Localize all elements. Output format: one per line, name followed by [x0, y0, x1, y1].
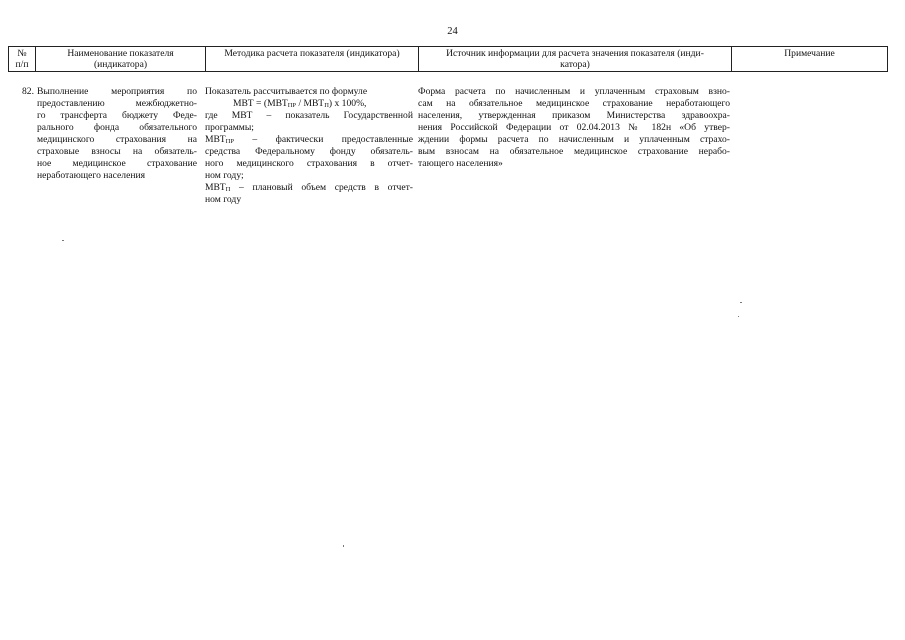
header-indicator-name: Наименование показателя (индикатора): [36, 47, 206, 71]
page-number: 24: [447, 26, 458, 37]
mvtpr-definition: $МВТ_{ПР}$ – фактически предоставленные: [205, 134, 413, 145]
table-header: [8, 46, 888, 72]
indicator-name: Выполнение мероприятия по предоставлению межбюджетно- го трансферта бюджету Феде- рального фонда обязательного медицинского страхования на страховые взносы на обязатель- ное медицинское страхование неработающего населения: [37, 86, 197, 181]
scan-speck: [343, 545, 344, 547]
header-note: Примечание: [784, 48, 835, 59]
calculation-method: Показатель рассчитывается по формуле МВТ = $(МВТ_{ПР} / МВТ_П)$ x 100%, где МВТ – показатель Государственной программы; $МВТ_{ПР}$ – фактически предоставленные средства Федеральному фонду обязатель- ного медицинского страхования в отчет- ном году; $МВТ_П$ – плановый объем средств в отчет- ном году: [205, 86, 413, 205]
header-calculation-method: Методика расчета показателя (индикатора): [206, 47, 419, 71]
scan-speck: [740, 302, 742, 303]
header-information-source: Источник информации для расчета значения показателя (инди- катора): [419, 47, 732, 71]
scan-speck: [738, 316, 739, 317]
formula: МВТ = $(МВТ_{ПР} / МВТ_П)$ x 100%,: [233, 98, 367, 109]
mvtp-definition: $МВТ_П$ – плановый объем средств в отчет-: [205, 182, 413, 193]
scan-speck: [62, 240, 64, 241]
row-number: 82.: [22, 86, 34, 97]
information-source: Форма расчета по начисленным и уплаченным страховым взно- сам на обязательное медицинское страхование неработающего населения, утвержденная приказом Министерства здравоохра- нения Российской Федерации от 02.04.2013 № 182н «Об утвер- ждении формы расчета по начисленным и уплаченным страхо- вым взносам на обязательное медицинское страхование нерабо- тающего населения»: [418, 86, 730, 169]
header-number: № п/п: [9, 47, 36, 71]
